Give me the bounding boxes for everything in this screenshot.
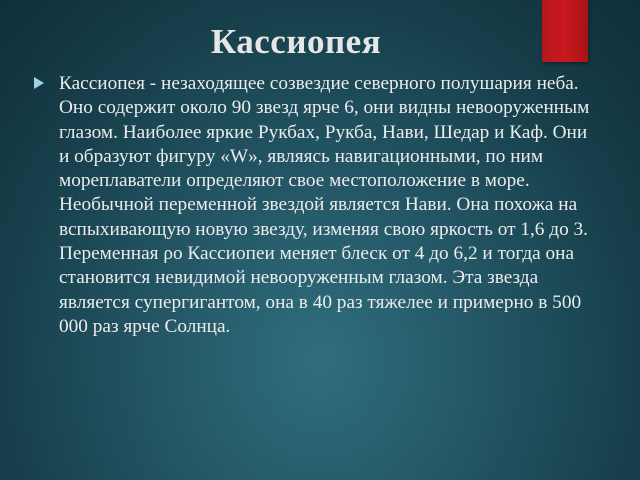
- slide-title: Кассиопея: [210, 22, 382, 61]
- triangle-bullet-icon: [34, 77, 44, 89]
- slide-content: [34, 72, 600, 339]
- bullet-text: Кассиопея - незаходящее созвездие северного полушария неба. Оно содержит около 90 звезд ярче 6, они видны невооруженным глазом. Наиболее яркие Рукбах, Рукба, Нави, Шедар и Каф. Они и образуют фигуру «W», являясь навигационными, по ним мореплаватели определяют свое местоположение в море. Необычной переменной звездой является Нави. Она похожа на вспыхивающую новую звезду, изменяя свою яркость от 1,6 до 3. Переменная ρо Кассиопеи меняет блеск от 4 до 6,2 и тогда она становится невидимой невооруженным глазом. Эта звезда является супергигантом, она в 40 раз тяжелее и примерно в 500 000 раз ярче Солнца.: [59, 73, 590, 337]
- bullet-item: [34, 72, 600, 339]
